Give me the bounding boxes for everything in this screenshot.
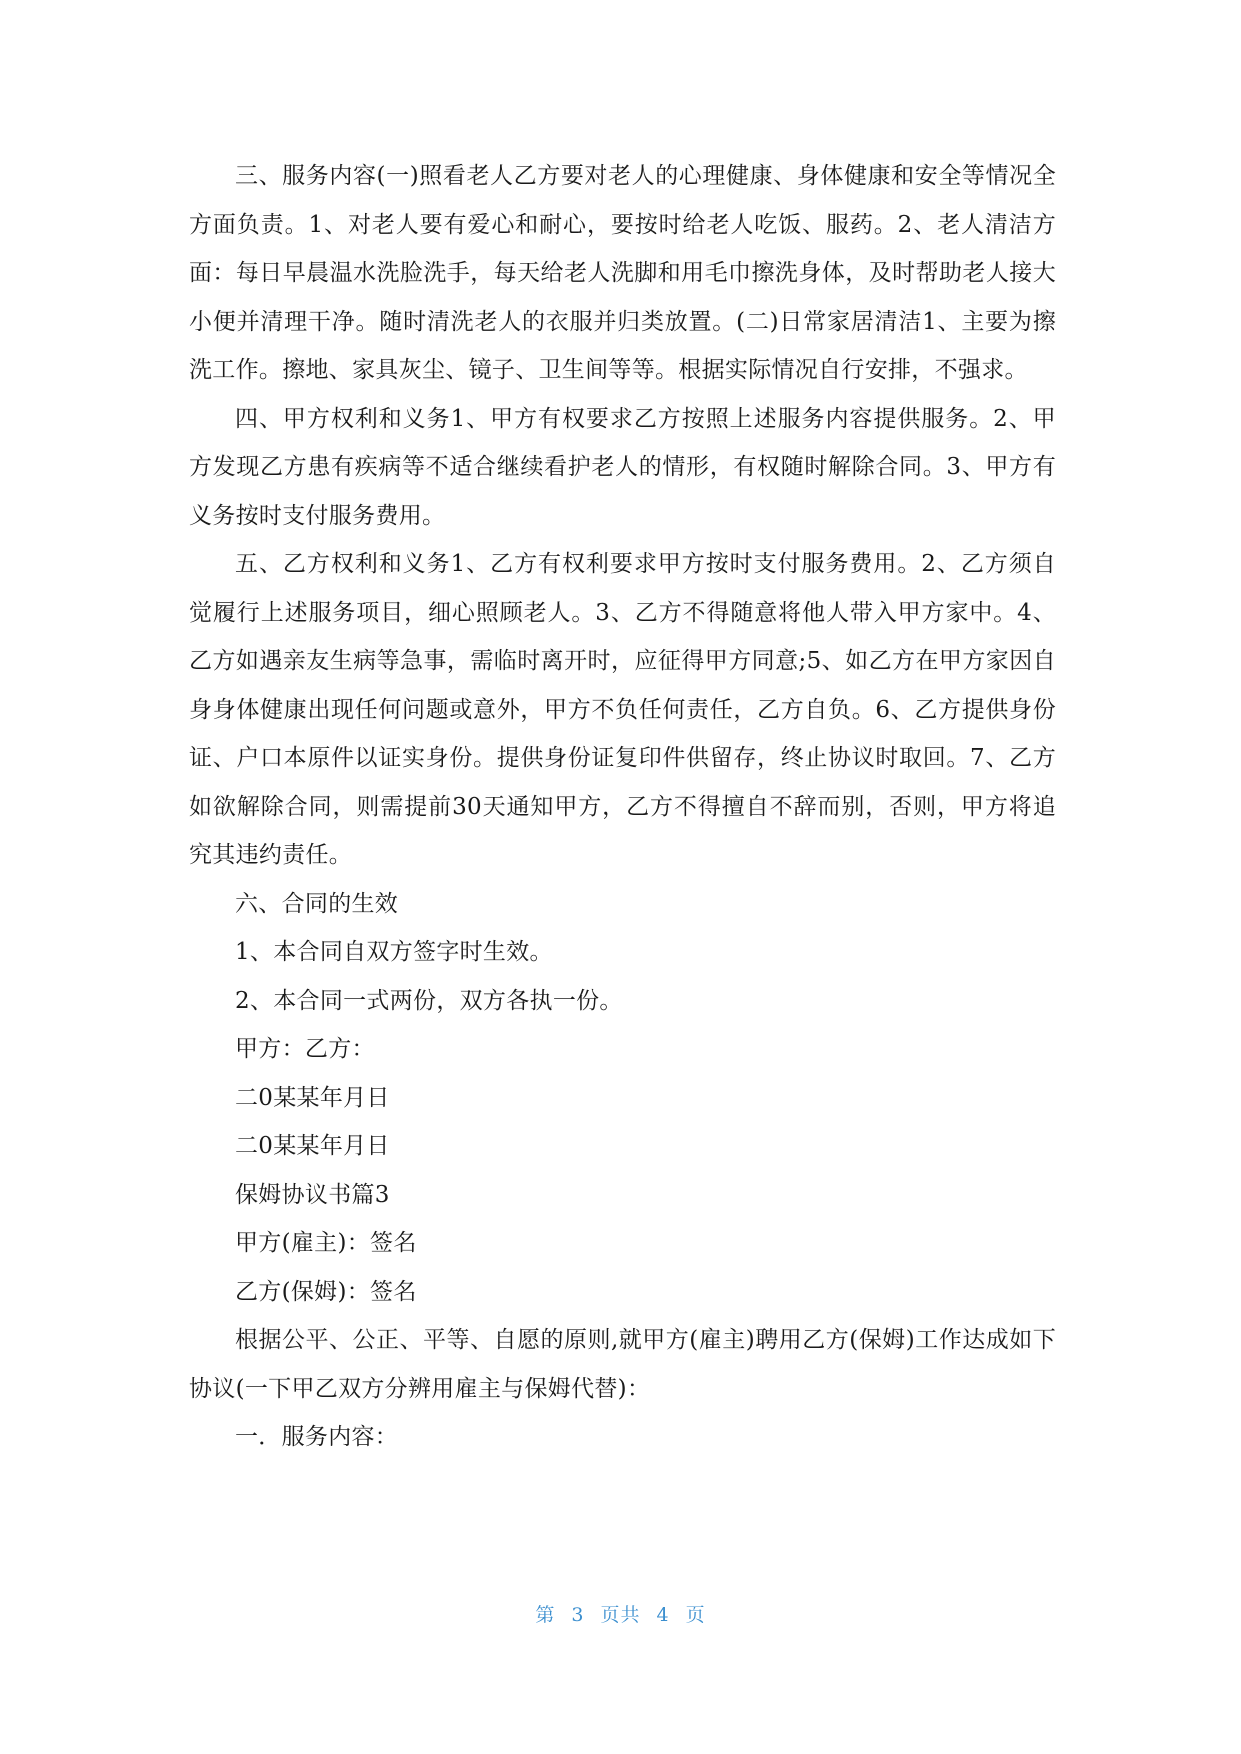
footer-current-page: 3 <box>571 1604 585 1626</box>
signature-date-1: 二0某某年月日 <box>235 1084 390 1111</box>
section-title: 保姆协议书篇3 <box>235 1181 390 1208</box>
agreement-preamble: 根据公平、公正、平等、自愿的原则,就甲方(雇主)聘用乙方(保姆)工作达成如下协议(一下甲乙双方分辨用雇主与保姆代替)： <box>189 1327 1056 1402</box>
footer-prefix: 第 <box>535 1604 556 1626</box>
page-footer <box>0 1600 1241 1627</box>
paragraph-service-content: 三、服务内容(一)照看老人乙方要对老人的心理健康、身体健康和安全等情况全方面负责。1、对老人要有爱心和耐心，要按时给老人吃饭、服药。2、老人清洁方面：每日早晨温水洗脸洗手，每天给老人洗脚和用毛巾擦洗身体，及时帮助老人接大小便并清理干净。随时清洗老人的衣服并归类放置。(二)日常家居清洁1、主要为擦洗工作。擦地、家具灰尘、镜子、卫生间等等。根据实际情况自行安排，不强求。 <box>189 163 1056 383</box>
party-a-employer: 甲方(雇主)：签名 <box>235 1230 417 1256</box>
heading-service-content: 一．服务内容： <box>235 1424 399 1450</box>
clause-effective-on-signing: 1、本合同自双方签字时生效。 <box>235 939 553 965</box>
paragraph-party-a-rights: 四、甲方权利和义务1、甲方有权要求乙方按照上述服务内容提供服务。2、甲方发现乙方患有疾病等不适合继续看护老人的情形，有权随时解除合同。3、甲方有义务按时支付服务费用。 <box>189 405 1056 529</box>
heading-contract-effect: 六、合同的生效 <box>235 890 399 917</box>
signature-parties: 甲方：乙方： <box>235 1036 375 1062</box>
clause-two-copies: 2、本合同一式两份，双方各执一份。 <box>235 987 623 1014</box>
footer-suffix: 页 <box>685 1604 706 1626</box>
paragraph-party-b-rights: 五、乙方权利和义务1、乙方有权利要求甲方按时支付服务费用。2、乙方须自觉履行上述服务项目，细心照顾老人。3、乙方不得随意将他人带入甲方家中。4、乙方如遇亲友生病等急事，需临时离开时，应征得甲方同意;5、如乙方在甲方家因自身身体健康出现任何问题或意外，甲方不负任何责任，乙方自负。6、乙方提供身份证、户口本原件以证实身份。提供身份证复印件供留存，终止协议时取回。7、乙方如欲解除合同，则需提前30天通知甲方，乙方不得擅自不辞而别，否则，甲方将追究其违约责任。 <box>189 551 1056 868</box>
party-b-nanny: 乙方(保姆)：签名 <box>235 1278 417 1305</box>
footer-total-pages: 4 <box>656 1604 670 1626</box>
footer-middle: 页共 <box>600 1604 641 1626</box>
document-body <box>189 152 1056 1462</box>
signature-date-2: 二0某某年月日 <box>235 1133 390 1159</box>
